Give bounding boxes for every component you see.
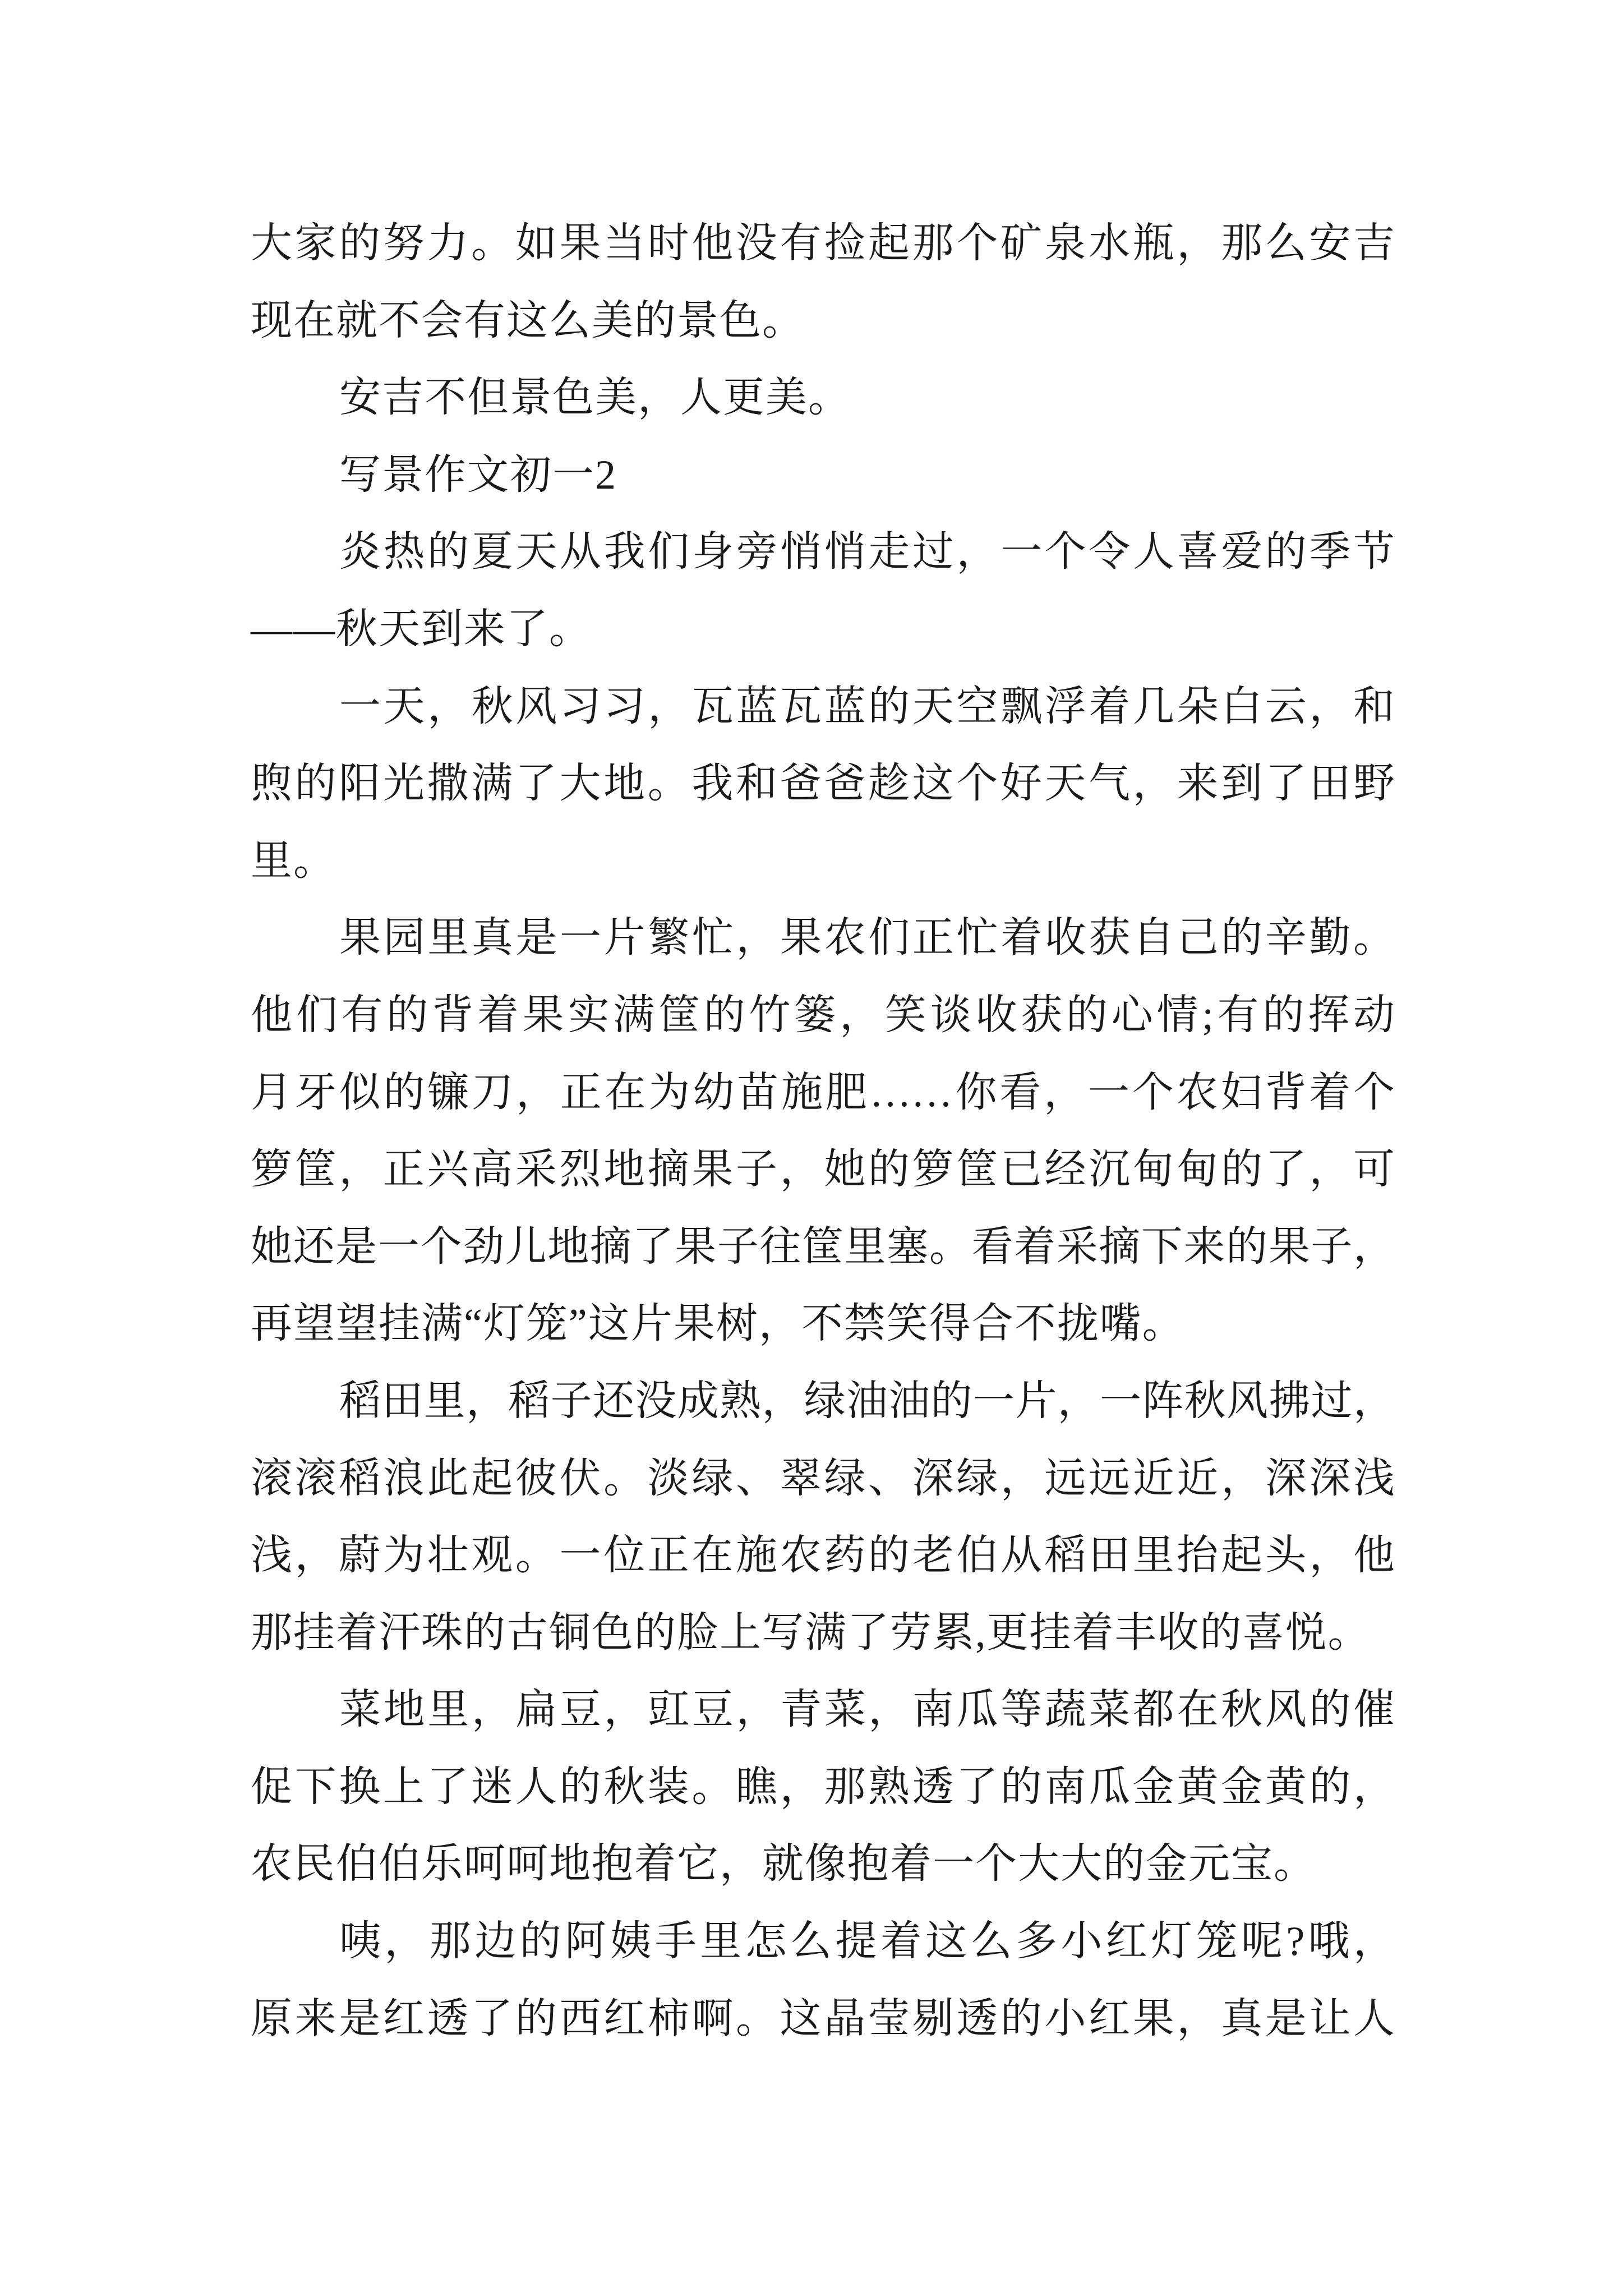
text-line: 她还是一个劲儿地摘了果子往筐里塞。看着采摘下来的果子， [251, 1223, 1395, 1270]
paragraph [251, 514, 1395, 668]
text-line: 一天，秋风习习，瓦蓝瓦蓝的天空飘浮着几朵白云，和 [339, 683, 1395, 730]
paragraph [251, 669, 1395, 900]
paragraph [251, 360, 1395, 437]
text-line: 菜地里，扁豆，豇豆，青菜，南瓜等蔬菜都在秋风的催 [339, 1687, 1395, 1733]
text-line: 农民伯伯乐呵呵地抱着它，就像抱着一个大大的金元宝。 [251, 1841, 1316, 1888]
text-line: 安吉不但景色美，人更美。 [339, 375, 851, 421]
text-line: 他们有的背着果实满筐的竹篓，笑谈收获的心情;有的挥动 [251, 992, 1395, 1038]
paragraph [251, 1903, 1395, 2058]
text-line: 稻田里，稻子还没成熟，绿油油的一片，一阵秋风拂过， [339, 1378, 1395, 1424]
text-line: 原来是红透了的西红柿啊。这晶莹剔透的小红果，真是让人 [251, 1995, 1395, 2042]
text-line: 箩筐，正兴高采烈地摘果子，她的箩筐已经沉甸甸的了，可 [251, 1147, 1395, 1193]
text-line: 炎热的夏天从我们身旁悄悄走过，一个令人喜爱的季节 [339, 529, 1395, 576]
text-line: 煦的阳光撒满了大地。我和爸爸趁这个好天气，来到了田野 [251, 761, 1395, 807]
section-heading [251, 437, 1395, 514]
paragraph [251, 900, 1395, 1363]
text-line: 那挂着汗珠的古铜色的脸上写满了劳累,更挂着丰收的喜悦。 [251, 1609, 1371, 1656]
text-line: 浅，蔚为壮观。一位正在施农药的老伯从稻田里抬起头，他 [251, 1533, 1395, 1579]
text-line: 滚滚稻浪此起彼伏。淡绿、翠绿、深绿，远远近近，深深浅 [251, 1455, 1395, 1502]
text-line: 现在就不会有这么美的景色。 [251, 297, 805, 344]
paragraph-continued [251, 205, 1395, 360]
text-line: ——秋天到来了。 [251, 606, 592, 652]
document-body [251, 205, 1395, 2058]
text-line: 月牙似的镰刀，正在为幼苗施肥……你看，一个农妇背着个 [251, 1069, 1395, 1116]
paragraph [251, 1363, 1395, 1672]
text-line: 咦，那边的阿姨手里怎么提着这么多小红灯笼呢?哦， [339, 1918, 1395, 1965]
paragraph [251, 1672, 1395, 1903]
text-line: 果园里真是一片繁忙，果农们正忙着收获自己的辛勤。 [339, 915, 1395, 961]
text-line: 里。 [251, 838, 336, 884]
text-line: 促下换上了迷人的秋装。瞧，那熟透了的南瓜金黄金黄的， [251, 1764, 1395, 1810]
section-heading-text: 写景作文初一2 [339, 452, 617, 498]
text-line: 再望望挂满“灯笼”这片果树，不禁笑得合不拢嘴。 [251, 1301, 1185, 1347]
text-line: 大家的努力。如果当时他没有捡起那个矿泉水瓶，那么安吉 [251, 220, 1395, 266]
